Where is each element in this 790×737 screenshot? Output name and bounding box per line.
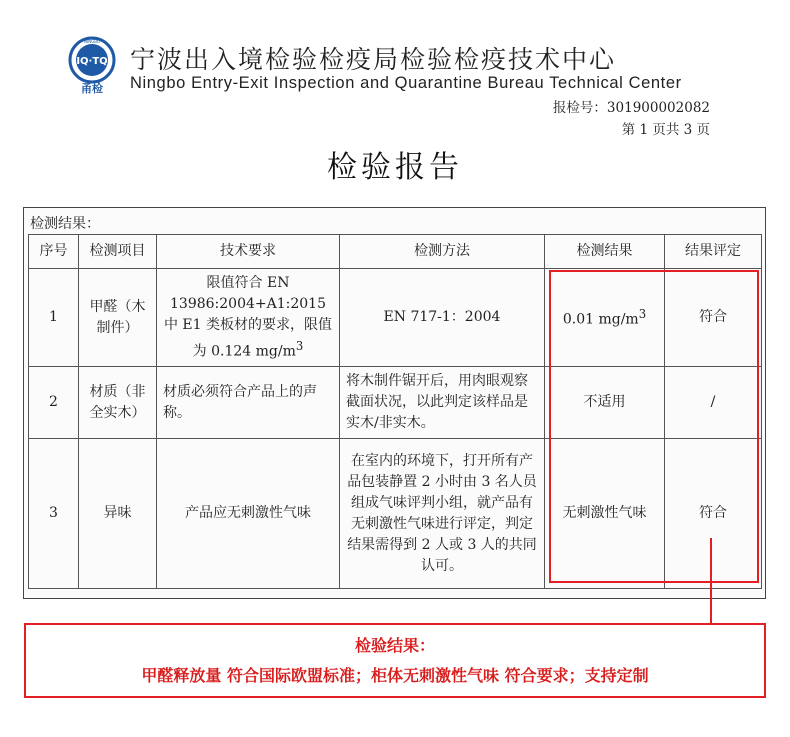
table-header-row (29, 235, 762, 269)
cell-requirement: 材质必须符合产品上的声称。 (157, 367, 340, 439)
cell-result: 不适用 (545, 367, 665, 439)
logo-center-text: IQ·TQ (76, 56, 108, 67)
requirement-superscript: 3 (295, 338, 304, 353)
logo-ring-text: NINGBO (83, 39, 101, 44)
cell-item: 材质（非全实木） (79, 367, 157, 439)
cell-result: 无刺激性气味 (545, 439, 665, 589)
conclusion-title: 检验结果： (354, 636, 435, 655)
page-title: 检验报告 (327, 150, 463, 185)
report-number: 报检号：301900002082 (552, 100, 710, 116)
table-row (29, 269, 762, 367)
conclusion-text: 甲醛释放量 符合国际欧盟标准；柜体无刺激性气味 符合要求；支持定制 (141, 666, 649, 685)
cell-no: 1 (29, 269, 79, 367)
table-row (29, 439, 762, 589)
page-number: 第 1 页共 3 页 (621, 122, 710, 138)
inspection-logo-icon (62, 34, 122, 94)
column-header: 序号 (29, 235, 79, 269)
cell-verdict: 符合 (665, 269, 762, 367)
column-header: 检测方法 (340, 235, 545, 269)
table-row (29, 367, 762, 439)
cell-method: 在室内的环境下，打开所有产品包装静置 2 小时由 3 名人员组成气味评判小组，就产品有无刺激性气味进行评定，判定结果需得到 2 人或 3 人的共同认可。 (340, 439, 545, 589)
result-text: 0.01 mg/m (562, 311, 639, 328)
cell-verdict: / (665, 367, 762, 439)
column-header: 检测结果 (545, 235, 665, 269)
cell-requirement (157, 269, 340, 367)
result-superscript: 3 (638, 307, 647, 322)
column-header: 结果评定 (665, 235, 762, 269)
cell-requirement: 产品应无刺激性气味 (157, 439, 340, 589)
cell-item: 异味 (79, 439, 157, 589)
cell-no: 2 (29, 367, 79, 439)
results-table (28, 234, 762, 589)
cell-item: 甲醛（木制件） (79, 269, 157, 367)
logo-name: 甬检 (81, 82, 103, 94)
org-name-cn: 宁波出入境检验检疫局检验检疫技术中心 (130, 45, 617, 74)
cell-no: 3 (29, 439, 79, 589)
org-name-en: Ningbo Entry-Exit Inspection and Quarantine Bureau Technical Center (130, 74, 682, 92)
cell-result (545, 269, 665, 367)
cell-verdict: 符合 (665, 439, 762, 589)
column-header: 技术要求 (157, 235, 340, 269)
highlight-connector-line (710, 538, 712, 624)
column-header: 检测项目 (79, 235, 157, 269)
cell-method: EN 717-1：2004 (340, 269, 545, 367)
cell-method: 将木制件锯开后，用肉眼观察截面状况，以此判定该样品是实木/非实木。 (340, 367, 545, 439)
section-label: 检测结果： (30, 216, 100, 232)
requirement-text: 限值符合 EN 13986:2004+A1:2015 中 E1 类板材的要求，限值为 0.124 mg/m (163, 274, 333, 360)
conclusion-box (24, 623, 766, 698)
